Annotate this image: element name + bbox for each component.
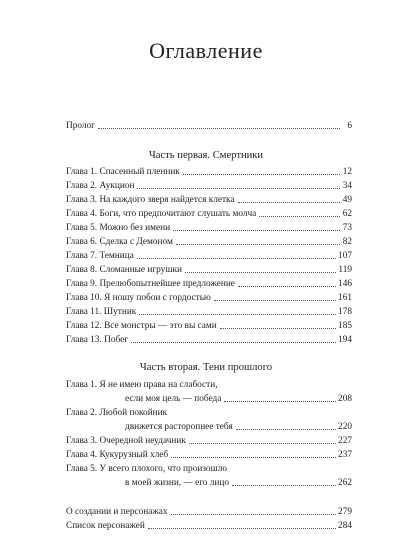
toc-entry[interactable] xyxy=(66,166,352,178)
part-heading: Часть вторая. Тени прошлого xyxy=(139,362,273,373)
toc-entry-page: 208 xyxy=(338,394,352,404)
toc-entry-label: Глава 1. Спасенный пленник xyxy=(66,167,180,177)
toc-entry[interactable] xyxy=(66,506,352,518)
toc-entry-line1[interactable] xyxy=(66,407,352,419)
toc-entry-page: 12 xyxy=(342,167,352,177)
toc-entry-label: Глава 6. Сделка с Демоном xyxy=(66,237,173,247)
toc-entry[interactable] xyxy=(66,222,352,234)
toc-entry-label: Глава 3. На каждого зверя найдется клетка xyxy=(66,195,235,205)
toc-entry-page: 227 xyxy=(338,436,352,446)
toc-entry-label: Глава 12. Все монстры — это вы сами xyxy=(66,321,217,331)
toc-entry-page: 279 xyxy=(338,507,352,517)
toc-entry-page: 6 xyxy=(347,121,352,131)
leader-dots xyxy=(173,230,340,231)
toc-entry-label: Глава 9. Прелюбопытнейшее предложение xyxy=(66,279,235,289)
leader-dots xyxy=(259,216,340,217)
toc-entry-page: 107 xyxy=(338,251,352,261)
toc-entry-label: Глава 8. Сломанные игрушки xyxy=(66,265,182,275)
leader-dots xyxy=(137,258,336,259)
toc-entry[interactable] xyxy=(66,236,352,248)
leader-dots xyxy=(238,202,340,203)
leader-dots xyxy=(232,485,336,486)
toc-entry-page: 220 xyxy=(338,422,352,432)
toc-entry-label: Глава 1. Я не имею права на слабости, xyxy=(66,380,218,390)
toc-entry-page: 185 xyxy=(338,321,352,331)
toc-entry-label: Список персонажей xyxy=(66,521,145,531)
toc-entry[interactable] xyxy=(66,180,352,192)
toc-entry-prologue[interactable] xyxy=(66,120,352,132)
leader-dots xyxy=(171,457,336,458)
leader-dots xyxy=(139,314,336,315)
toc-entry-label: Глава 13. Побег xyxy=(66,335,129,345)
toc-entry-page: 284 xyxy=(338,521,352,531)
toc-entry-page: 161 xyxy=(338,293,352,303)
toc-entry[interactable] xyxy=(66,194,352,206)
toc-entry-label: Глава 5. У всего плохого, что произошло xyxy=(66,464,228,474)
toc-entry[interactable] xyxy=(66,449,352,461)
part-heading: Часть первая. Смертники xyxy=(148,150,264,161)
toc-entry-label: Глава 3. Очередной неудачник xyxy=(66,436,186,446)
toc-entry[interactable] xyxy=(66,278,352,290)
leader-dots xyxy=(220,328,336,329)
toc-entry-label: Глава 5. Можно без имени xyxy=(66,223,171,233)
toc-entry[interactable] xyxy=(66,264,352,276)
page-title: Оглавление xyxy=(149,38,263,63)
toc-entry-page: 146 xyxy=(338,279,352,289)
toc-entry-line1[interactable] xyxy=(66,379,352,391)
toc-entry-line1[interactable] xyxy=(66,463,352,475)
toc-entry-label: Глава 4. Боги, что предпочитают слушать молча xyxy=(66,209,257,219)
leader-dots xyxy=(224,401,336,402)
leader-dots xyxy=(185,272,336,273)
leader-dots xyxy=(137,188,340,189)
toc-entry-page: 178 xyxy=(338,307,352,317)
toc-entry-line2[interactable] xyxy=(66,477,352,489)
toc-entry-page: 49 xyxy=(342,195,352,205)
leader-dots xyxy=(236,429,336,430)
toc-entry-page: 82 xyxy=(342,237,352,247)
toc-entry-label: Глава 7. Темница xyxy=(66,251,134,261)
toc-entry-label: Глава 11. Шутник xyxy=(66,307,137,317)
toc-entry-label: если моя цель — победа xyxy=(125,394,222,404)
leader-dots xyxy=(98,128,340,129)
toc-entry[interactable] xyxy=(66,292,352,304)
toc-entry-label: О создании и персонажах xyxy=(66,507,168,517)
toc-entry-page: 194 xyxy=(338,335,352,345)
toc-entry-line2[interactable] xyxy=(66,421,352,433)
toc-entry[interactable] xyxy=(66,334,352,346)
toc-entry-page: 262 xyxy=(338,478,352,488)
leader-dots xyxy=(171,514,336,515)
leader-dots xyxy=(183,174,340,175)
toc-entry-label: движется расторопнее тебя xyxy=(125,422,233,432)
toc-entry-label: Глава 4. Кукурузный хлеб xyxy=(66,450,169,460)
toc-entry[interactable] xyxy=(66,435,352,447)
leader-dots xyxy=(148,528,336,529)
toc-entry-page: 73 xyxy=(342,223,352,233)
toc-entry-page: 237 xyxy=(338,450,352,460)
toc-entry[interactable] xyxy=(66,208,352,220)
toc-entry-page: 34 xyxy=(342,181,352,191)
toc-entry-page: 62 xyxy=(342,209,352,219)
leader-dots xyxy=(131,342,336,343)
leader-dots xyxy=(176,244,340,245)
leader-dots xyxy=(189,443,336,444)
toc-entry[interactable] xyxy=(66,250,352,262)
leader-dots xyxy=(214,300,336,301)
toc-entry[interactable] xyxy=(66,520,352,532)
toc-entry-line2[interactable] xyxy=(66,393,352,405)
toc-entry-page: 119 xyxy=(338,265,352,275)
leader-dots xyxy=(238,286,336,287)
toc-entry[interactable] xyxy=(66,320,352,332)
toc-entry-label: Глава 10. Я ношу побои с гордостью xyxy=(66,293,211,303)
toc-entry[interactable] xyxy=(66,306,352,318)
toc-entry-label: в моей жизни, — его лицо xyxy=(125,478,229,488)
toc-entry-label: Пролог xyxy=(66,121,95,131)
toc-entry-label: Глава 2. Любой покойник xyxy=(66,408,168,418)
toc-entry-label: Глава 2. Аукцион xyxy=(66,181,135,191)
